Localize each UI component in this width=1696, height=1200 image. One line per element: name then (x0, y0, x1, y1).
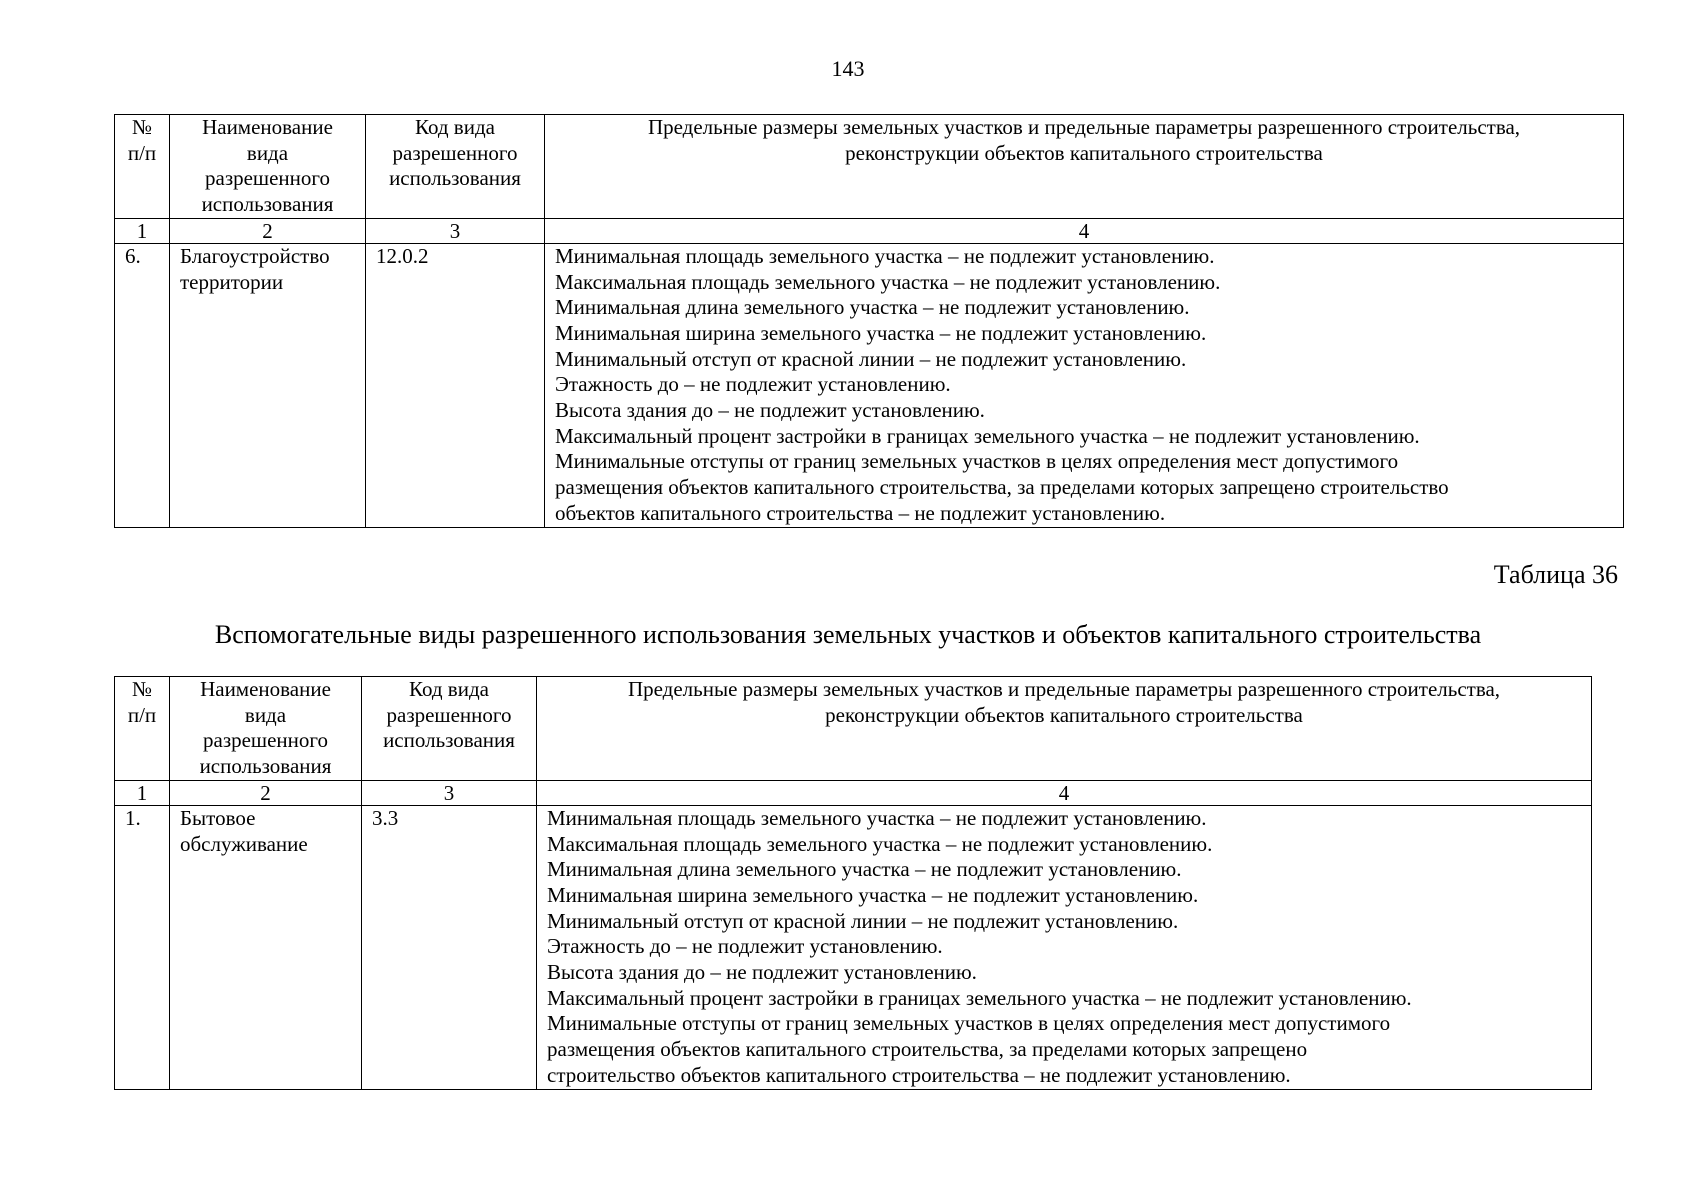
table-header-row (115, 677, 1592, 781)
table-row (115, 805, 1592, 1089)
use-name-line: Благоустройство (180, 243, 330, 268)
parameter-line: Этажность до – не подлежит установлению. (547, 934, 943, 959)
parameter-line: размещения объектов капитального строительства, за пределами которых запрещено (547, 1037, 1308, 1062)
page-number: 143 (831, 56, 865, 81)
header-cell-parameters (537, 677, 1592, 781)
parameter-line: Высота здания до – не подлежит установлению. (547, 960, 977, 985)
parameter-line: Минимальная площадь земельного участка – не подлежит установлению. (555, 243, 1215, 268)
parameter-line: строительство объектов капитального строительства – не подлежит установлению. (547, 1062, 1291, 1087)
header-text-line: вида (246, 140, 289, 165)
parameter-line: объектов капитального строительства – не подлежит установлению. (555, 500, 1166, 525)
parameter-line: Минимальный отступ от красной линии – не подлежит установлению. (555, 346, 1187, 371)
header-text-line: использования (199, 754, 332, 779)
header-text-line: Предельные размеры земельных участков и предельные параметры разрешенного строительства, (647, 115, 1521, 139)
header-text-line: реконструкции объектов капитального строительства (845, 140, 1323, 165)
parameter-line: Максимальный процент застройки в границах земельного участка – не подлежит установлению. (547, 985, 1412, 1010)
header-text-line: Код вида (415, 115, 495, 139)
header-text-line: № (131, 677, 153, 701)
use-name-line: обслуживание (180, 831, 308, 856)
row-number: 6. (115, 243, 170, 527)
header-cell-number (115, 677, 170, 781)
row-use-name (170, 805, 362, 1089)
header-text-line: реконструкции объектов капитального строительства (825, 702, 1303, 727)
parameter-line: Высота здания до – не подлежит установлению. (555, 398, 985, 423)
parameter-line: Максимальная площадь земельного участка – не подлежит установлению. (547, 831, 1213, 856)
parameter-line: Этажность до – не подлежит установлению. (555, 372, 951, 397)
row-use-code: 12.0.2 (366, 243, 545, 527)
header-cell-use-code (366, 115, 545, 219)
row-use-name (170, 243, 366, 527)
regulations-table-continuation (114, 114, 1624, 528)
header-text-line: разрешенного (392, 140, 518, 165)
header-cell-use-name (170, 677, 362, 781)
parameter-line: Минимальная ширина земельного участка – не подлежит установлению. (555, 320, 1207, 345)
table-heading: Вспомогательные виды разрешенного использования земельных участков и объектов капитального строительства (214, 620, 1482, 649)
row-use-code: 3.3 (362, 805, 537, 1089)
auxiliary-uses-table (114, 676, 1592, 1090)
column-number: 2 (170, 780, 362, 805)
header-text-line: разрешенного (203, 728, 328, 753)
header-text-line: Предельные размеры земельных участков и предельные параметры разрешенного строительства, (627, 677, 1501, 701)
header-cell-use-code (362, 677, 537, 781)
parameter-line: Максимальная площадь земельного участка – не подлежит установлению. (555, 269, 1221, 294)
header-text-line: использования (389, 166, 521, 191)
header-text-line: п/п (127, 140, 157, 165)
header-cell-parameters (545, 115, 1624, 219)
parameter-line: размещения объектов капитального строительства, за пределами которых запрещено строительство (555, 475, 1449, 500)
use-name-line: территории (180, 269, 284, 294)
header-cell-use-name (170, 115, 366, 219)
column-number: 4 (545, 218, 1624, 243)
table-header-row (115, 115, 1624, 219)
header-text-line: использования (383, 728, 515, 753)
column-number: 4 (537, 780, 1592, 805)
parameter-line: Минимальная длина земельного участка – не подлежит установлению. (555, 295, 1190, 320)
parameter-line: Минимальная длина земельного участка – не подлежит установлению. (547, 857, 1182, 882)
row-parameters (537, 805, 1592, 1089)
header-text-line: п/п (127, 702, 157, 727)
column-number: 1 (115, 780, 170, 805)
header-text-line: Наименование (202, 115, 333, 139)
header-cell-number (115, 115, 170, 219)
use-name-line: Бытовое (180, 805, 256, 830)
parameter-line: Минимальный отступ от красной линии – не подлежит установлению. (547, 908, 1179, 933)
header-text-line: Наименование (200, 677, 331, 701)
table-row (115, 243, 1624, 527)
header-text-line: разрешенного (205, 166, 330, 191)
table-caption: Таблица 36 (1493, 560, 1618, 589)
row-parameters (545, 243, 1624, 527)
column-number: 3 (366, 218, 545, 243)
header-text-line: вида (244, 702, 287, 727)
column-number: 2 (170, 218, 366, 243)
row-number: 1. (115, 805, 170, 1089)
parameter-line: Минимальная площадь земельного участка – не подлежит установлению. (547, 805, 1207, 830)
column-number: 1 (115, 218, 170, 243)
column-number: 3 (362, 780, 537, 805)
parameter-line: Максимальный процент застройки в границах земельного участка – не подлежит установлению. (555, 423, 1420, 448)
header-text-line: использования (201, 192, 334, 217)
header-text-line: № (131, 115, 153, 139)
parameter-line: Минимальные отступы от границ земельных участков в целях определения мест допустимого (555, 449, 1399, 474)
parameter-line: Минимальная ширина земельного участка – не подлежит установлению. (547, 882, 1199, 907)
parameter-line: Минимальные отступы от границ земельных участков в целях определения мест допустимого (547, 1011, 1391, 1036)
header-text-line: разрешенного (386, 702, 512, 727)
column-number-row (115, 218, 1624, 243)
column-number-row (115, 780, 1592, 805)
header-text-line: Код вида (409, 677, 489, 701)
